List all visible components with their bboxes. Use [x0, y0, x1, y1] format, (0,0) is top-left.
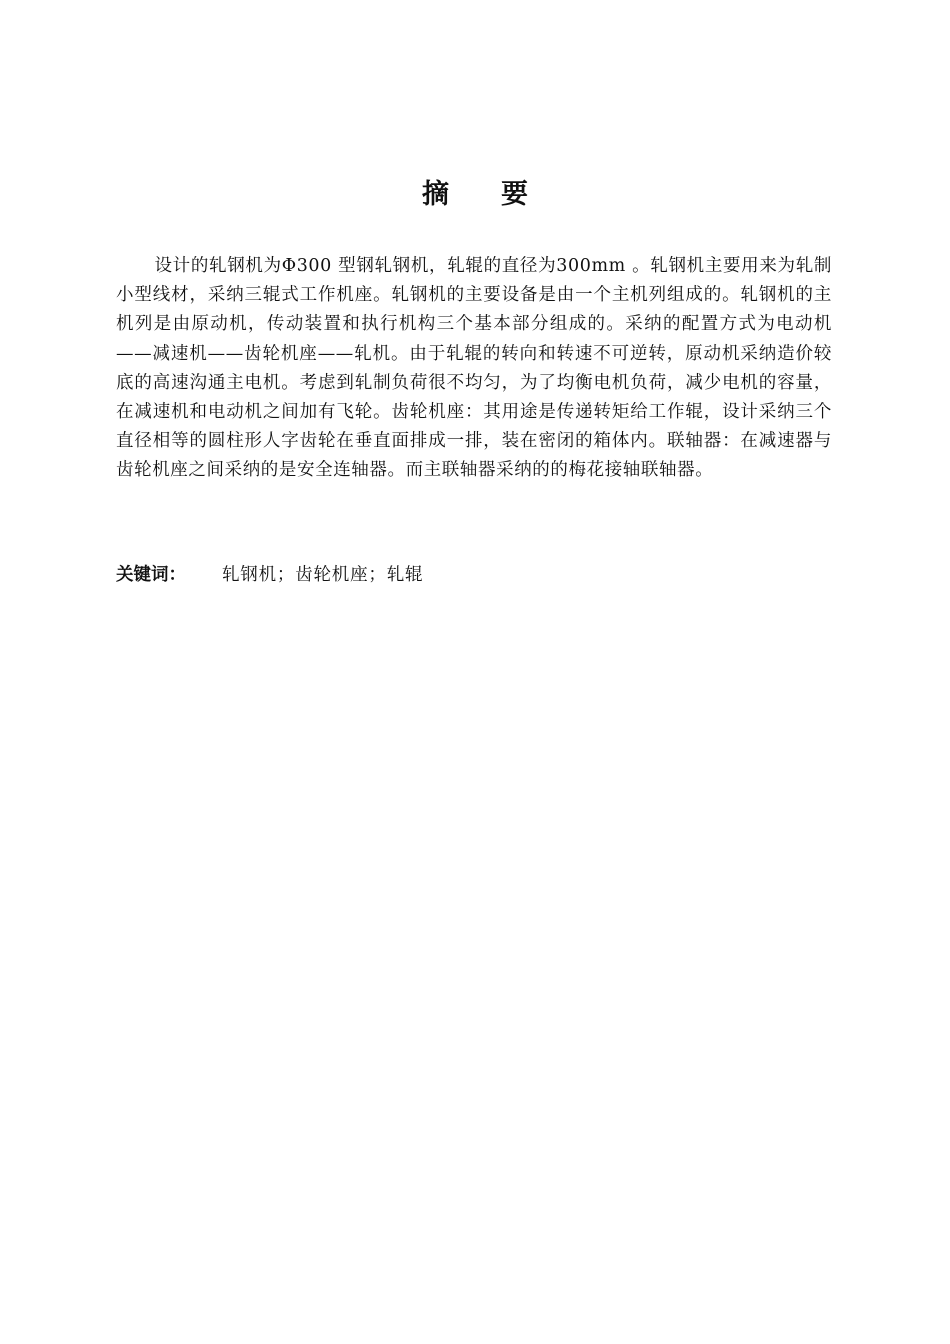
keywords-line — [116, 562, 832, 588]
abstract-heading-char-1: 摘 — [422, 179, 449, 210]
abstract-body: 设计的轧钢机为Φ300 型钢轧钢机，轧辊的直径为300mm 。轧钢机主要用来为轧制小型线材，采纳三辊式工作机座。轧钢机的主要设备是由一个主机列组成的。轧钢机的主机列是由原动机，传动装置和执行机构三个基本部分组成的。采纳的配置方式为电动机——减速机——齿轮机座——轧机。由于轧辊的转向和转速不可逆转，原动机采纳造价较底的高速沟通主电机。考虑到轧制负荷很不均匀，为了均衡电机负荷，减少电机的容量，在减速机和电动机之间加有飞轮。齿轮机座：其用途是传递转矩给工作辊，设计采纳三个直径相等的圆柱形人字齿轮在垂直面排成一排，装在密闭的箱体内。联轴器：在减速器与齿轮机座之间采纳的是安全连轴器。而主联轴器采纳的的梅花接轴联轴器。 — [116, 256, 832, 481]
abstract-heading-char-2: 要 — [501, 179, 528, 210]
keywords-label: 关键词： — [116, 565, 186, 585]
abstract-heading — [0, 172, 950, 211]
keywords-value: 轧钢机；齿轮机座；轧辊 — [222, 565, 424, 585]
